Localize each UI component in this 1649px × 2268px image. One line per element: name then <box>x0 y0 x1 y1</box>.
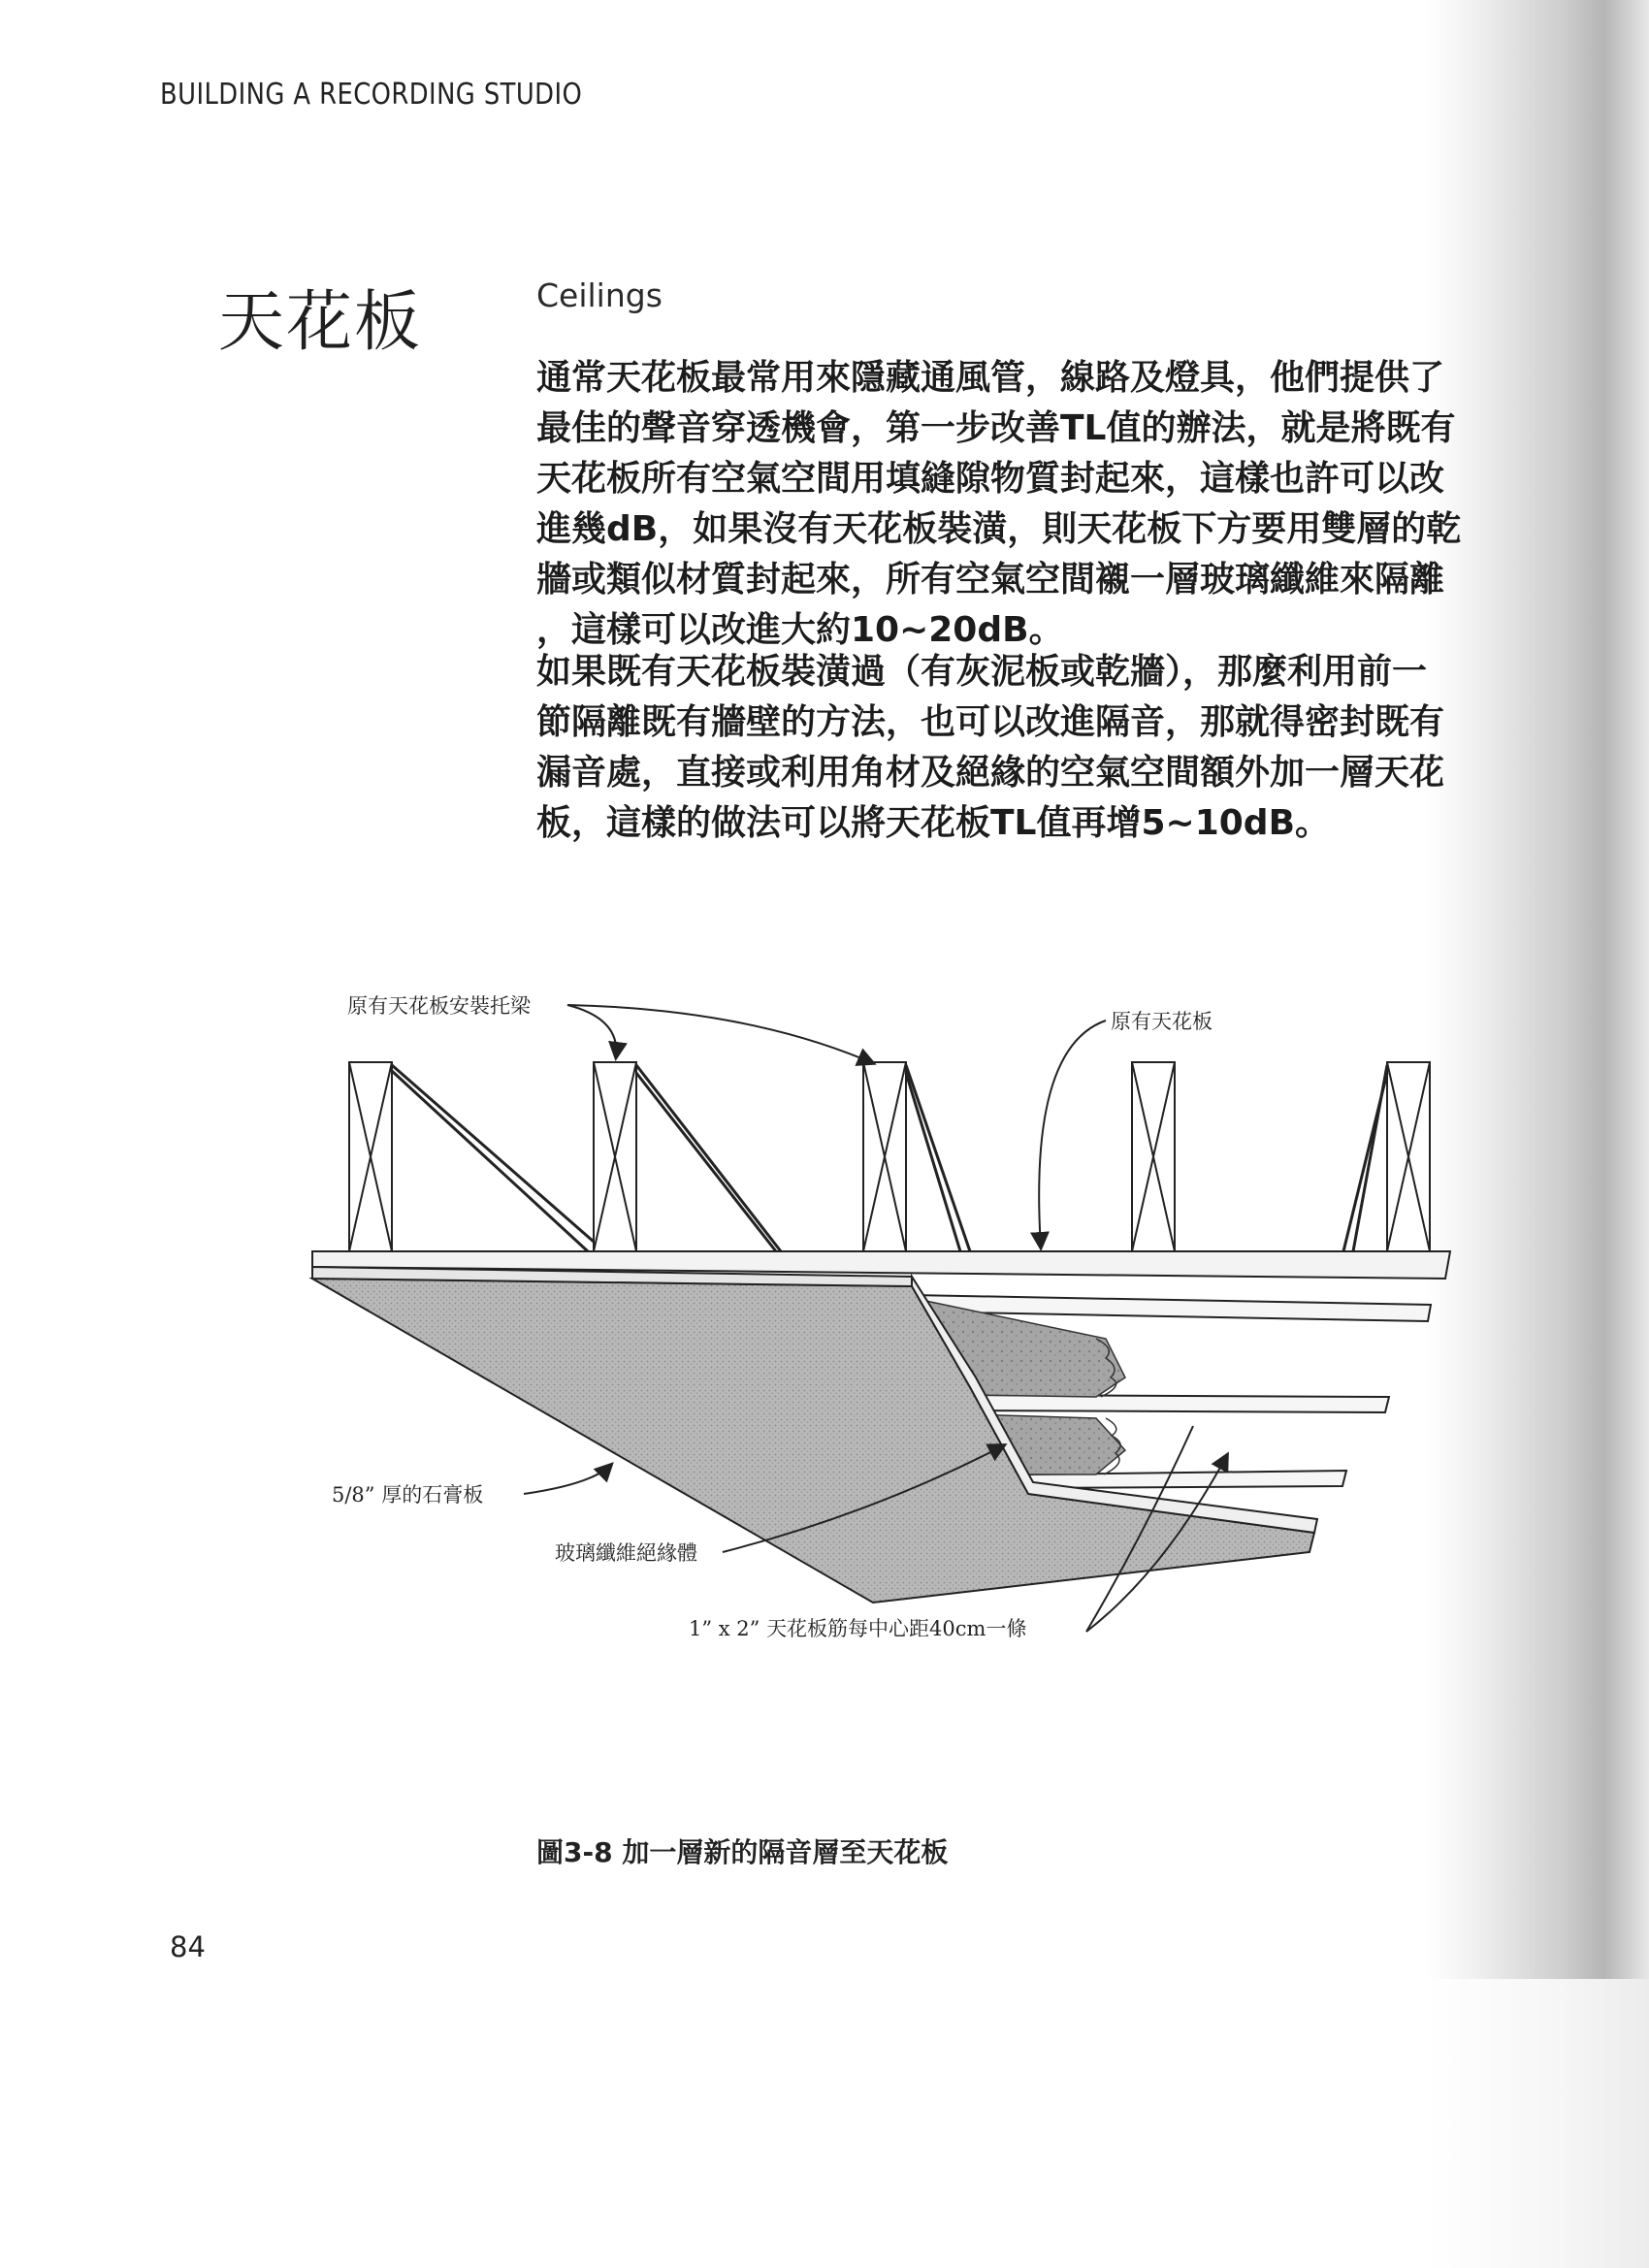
label-existing-joists: 原有天花板安裝托梁 <box>347 994 531 1018</box>
scan-edge-shadow-lower <box>1426 1979 1649 2268</box>
paragraph-2-line: 節隔離既有牆壁的方法，也可以改進隔音，那就得密封既有 <box>536 702 1445 742</box>
paragraph-1-line: 牆或類似材質封起來，所有空氣空間襯一層玻璃纖維來隔離 <box>536 560 1445 599</box>
label-furring-strips: 1” x 2” 天花板筋每中心距40cm一條 <box>689 1617 1027 1640</box>
paragraph-1-line: 進幾dB，如果沒有天花板裝潢，則天花板下方要用雙層的乾 <box>536 509 1462 549</box>
scan-edge-shadow <box>1426 0 1649 1979</box>
paragraph-1 <box>536 353 1468 656</box>
paragraph-1-line: 最佳的聲音穿透機會，第一步改善TL值的辦法，就是將既有 <box>536 408 1456 448</box>
paragraph-2-line: 漏音處，直接或利用角材及絕緣的空氣空間額外加一層天花 <box>536 753 1445 793</box>
page-number: 84 <box>170 1930 206 1963</box>
paragraph-2 <box>536 647 1468 849</box>
paragraph-1-line: ，這樣可以改進大約10~20dB。 <box>536 610 1064 650</box>
paragraph-2-line: 如果既有天花板裝潢過（有灰泥板或乾牆），那麼利用前一 <box>536 652 1428 692</box>
paragraph-1-line: 通常天花板最常用來隱藏通風管，線路及燈具，他們提供了 <box>536 358 1445 398</box>
existing-joists <box>349 1062 1430 1251</box>
section-subtitle: Ceilings <box>536 276 663 314</box>
paragraph-2-line: 板，這樣的做法可以將天花板TL值再增5~10dB。 <box>536 803 1331 843</box>
label-fiberglass: 玻璃纖維絕緣體 <box>555 1541 697 1565</box>
figure-caption: 圖3-8 加一層新的隔音層至天花板 <box>536 1836 949 1868</box>
label-gypsum-board: 5/8” 厚的石膏板 <box>332 1483 484 1507</box>
running-header: BUILDING A RECORDING STUDIO <box>160 78 583 112</box>
section-title: 天花板 <box>218 284 423 361</box>
paragraph-1-line: 天花板所有空氣空間用填縫隙物質封起來，這樣也許可以改 <box>536 459 1445 499</box>
ceiling-diagram <box>291 970 1455 1669</box>
label-existing-ceiling: 原有天花板 <box>1111 1010 1212 1033</box>
